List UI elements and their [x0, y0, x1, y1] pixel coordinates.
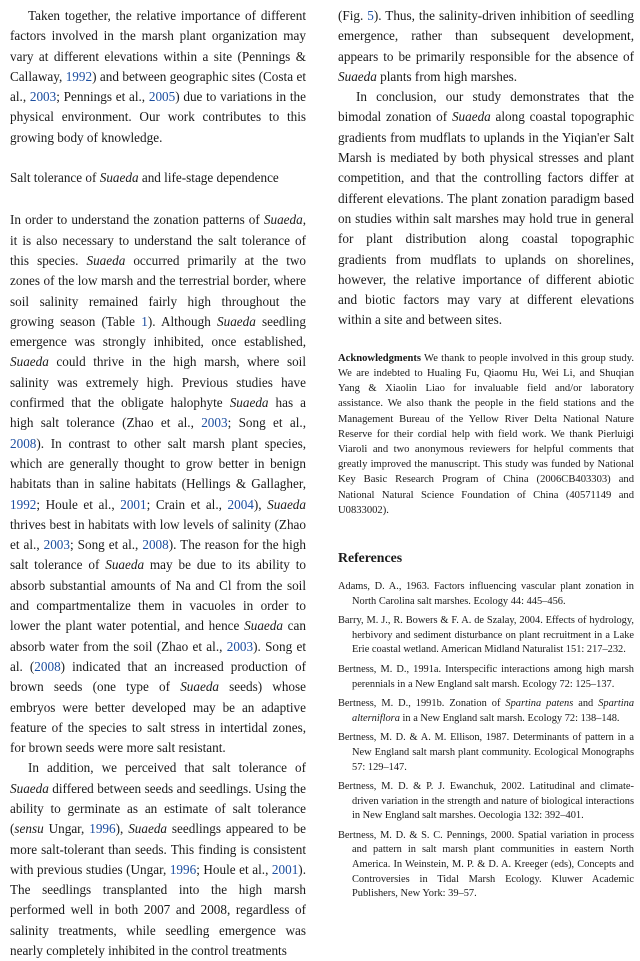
text-run: could thrive in the high marsh, where soil salinity was extremely high. Previous studies have confirmed that the obligate halophyte — [10, 354, 306, 411]
citation-link[interactable]: 1992 — [10, 496, 37, 512]
text-run: ) indicated that an increased production of brown seeds (one type of — [10, 658, 306, 695]
citation-link[interactable]: 1 — [141, 313, 148, 329]
text-run: differed between seeds and seedlings. Using the ability to germinate as an estimate of salt tolerance ( — [10, 780, 306, 837]
text-run: ; Pennings et al., — [56, 89, 149, 105]
text-run: In order to understand the zonation patterns of — [10, 212, 264, 228]
right-column — [338, 6, 634, 907]
citation-link[interactable]: 2003 — [226, 638, 254, 654]
reference-entry — [338, 780, 634, 824]
citation-link[interactable]: 2003 — [201, 415, 228, 431]
citation-link[interactable]: 1996 — [169, 861, 197, 877]
text-run: ). The seedlings transplanted into the high marsh performed well in both 2007 and 2008, regardless of salinity treatments, while seedling emergence was nearly completely inhibited in the control treatments — [10, 861, 306, 959]
text-run: In conclusion, our study demonstrates that the bimodal zonation of — [338, 89, 634, 125]
italic-term: Suaeda — [128, 821, 168, 837]
citation-link[interactable]: 2005 — [148, 89, 176, 105]
text-run: can absorb water from the soil (Zhao et al., — [10, 618, 306, 654]
text-run: seeds) whose embryos were better developed may be an adaptive feature of the species to salt stress in intertidal zones, for brown seeds were more salt resistant. — [10, 679, 306, 756]
text-run: ). Although — [147, 313, 218, 329]
text-run: seedling emergence was strongly inhibited, once established, — [10, 313, 306, 350]
text-run: Bertness, M. D., 1991b. Zonation of — [338, 698, 506, 710]
text-run: ), — [253, 496, 268, 512]
text-run: ; Houle et al., — [36, 496, 121, 512]
text-run: In addition, we perceived that salt tolerance of — [28, 760, 306, 776]
text-run: may be due to its ability to absorb substantial amounts of Na and Cl from the soil and compartmentalize them in vacuoles in order to lower the plant water potential, and hence — [10, 557, 306, 634]
text-run: Salt tolerance of — [10, 170, 100, 186]
italic-term: Suaeda — [451, 109, 491, 125]
reference-entry — [338, 663, 634, 692]
italic-term: Suaeda — [229, 395, 269, 411]
references-list — [338, 580, 634, 902]
text-run: ), — [115, 821, 129, 837]
text-run: Bertness, M. D. & A. M. Ellison, 1987. Determinants of pattern in a New England salt marsh plant community. Ecological Monographs 57: 129–147. — [338, 732, 634, 773]
text-run: ). In contrast to other salt marsh plant species, which are generally thought to grow better in benign habitats than in saline habitats (Hellings & Gallagher, — [10, 435, 306, 492]
text-run: ) due to variations in the physical environment. Our work contributes to this growing body of knowledge. — [10, 89, 306, 145]
citation-link[interactable]: 2003 — [29, 89, 57, 105]
italic-term: Spartina patens — [505, 698, 574, 710]
italic-term: Suaeda — [99, 170, 139, 186]
italic-term: Spartina alterniflora — [352, 698, 635, 724]
reference-entry — [338, 697, 634, 726]
text-run: Bertness, M. D. & S. C. Pennings, 2000. Spatial variation in process and pattern in salt marsh plant communities in eastern North America. In Weinstein, M. P. & D. A. Kreeger (eds), Concepts and Controversies in Tidal Marsh Ecology. Kluwer Academic Publishers, New York: 39–57. — [338, 829, 634, 900]
italic-term: Suaeda — [10, 780, 49, 796]
text-run: Adams, D. A., 1963. Factors influencing vascular plant zonation in North Carolina salt marshes. Ecology 44: 445–456. — [338, 580, 634, 607]
left-column — [10, 6, 306, 961]
body-paragraph — [10, 6, 306, 148]
citation-link[interactable]: 2008 — [34, 658, 61, 674]
conclusion-paragraph — [338, 87, 634, 331]
text-run: Taken together, the relative importance of different factors involved in the marsh plant organization may vary at different elevations within a site (Pennings & Callaway, — [10, 8, 306, 84]
italic-term: Suaeda — [217, 313, 256, 329]
text-run: along coastal topographic gradients from mudflats to uplands in the Yiqian'er Salt Marsh is mediated by both physical stresses and plant competition, and that the controlling factors differ at different elevations. The plant zonation paradigm based on studies within salt marshes may hold true in general for plant distribution along coastal topographic gradients from mudflats to uplands on shorelines, however, the relative importance of different abiotic and biotic factors may vary at different elevations within a site and between sites. — [338, 109, 634, 328]
section-heading — [10, 168, 306, 188]
acknowledgments-text: We thank to people involved in this group study. We are indebted to Hualing Fu, Qiaomu Hu, Wei Li, and Shuqian Yang & Xiaolin Liao for invaluable field and/or laboratory assistance. We also thank the people in the field stations and the Management Bureau of the Yellow River Delta National Nature Reserve for their cordial help with field work. We thank Pierluigi Viaroli and two anonymous reviewers for helpful comments that greatly improved the manuscript. This study was funded by National Key Basic Research Program of China (2006CB403303) and National Natural Science Foundation of China (40571149 and U0833002). — [338, 352, 634, 516]
text-run: ). The reason for the high salt tolerance of — [10, 537, 306, 573]
italic-term: sensu — [14, 821, 44, 837]
text-run: (Fig. — [338, 8, 368, 23]
text-run: thrives best in habitats with low levels of salinity (Zhao et al., — [10, 516, 306, 553]
text-run: seedlings appeared to be more salt-tolerant than seeds. This finding is consistent with previous studies (Ungar, — [10, 821, 306, 877]
text-run: and — [573, 698, 599, 710]
reference-entry — [338, 731, 634, 775]
text-run: plants from high marshes. — [376, 68, 518, 84]
italic-term: Suaeda — [86, 252, 126, 268]
references-title: References — [338, 549, 403, 565]
citation-link[interactable]: 2008 — [10, 435, 37, 451]
text-run: ). Thus, the salinity-driven inhibition of seedling emergence, rather than subsequent development, appears to be primarily responsible for the absence of — [338, 8, 634, 64]
italic-term: Suaeda — [244, 618, 283, 634]
citation-link[interactable]: 2004 — [227, 496, 254, 512]
text-run: in a New England salt marsh. Ecology 72: 138–148. — [399, 712, 620, 724]
text-run: ; Song et al., — [227, 415, 306, 431]
text-run: , it is also necessary to understand the salt tolerance of this species. — [10, 212, 306, 268]
text-run: ; Houle et al., — [196, 861, 272, 877]
citation-link[interactable]: 1992 — [65, 68, 93, 84]
body-paragraph — [10, 758, 306, 961]
body-paragraph — [10, 210, 306, 758]
citation-link[interactable]: 2008 — [142, 537, 169, 553]
italic-term: Suaeda — [105, 557, 145, 573]
text-run: and life-stage dependence — [138, 170, 279, 186]
text-run: Barry, M. J., R. Bowers & F. A. de Szalay, 2004. Effects of hydrology, herbivory and sediment disturbance on plant recruitment in a Lake Erie coastal wetland. American Midland Naturalist 151: 217–232. — [338, 615, 634, 656]
text-run: ; Crain et al., — [146, 496, 228, 512]
acknowledgments-label: Acknowledgments — [338, 352, 421, 364]
reference-entry — [338, 580, 634, 609]
text-run: has a high salt tolerance (Zhao et al., — [10, 395, 306, 431]
text-run: Bertness, M. D. & P. J. Ewanchuk, 2002. Latitudinal and climate-driven variation in the strength and nature of biological interactions in New England salt marshes. Oecologia 132: 392–401. — [338, 781, 634, 822]
text-run: ; Song et al., — [69, 537, 143, 553]
text-run: ) and between geographic sites (Costa et al., — [10, 68, 307, 105]
reference-entry — [338, 614, 634, 658]
italic-term: Suaeda — [263, 212, 303, 228]
reference-entry — [338, 829, 634, 902]
italic-term: Suaeda — [10, 354, 49, 370]
citation-link[interactable]: 5 — [367, 8, 374, 23]
citation-link[interactable]: 2003 — [43, 537, 70, 553]
citation-link[interactable]: 2001 — [271, 861, 299, 877]
text-run: occurred primarily at the two zones of the low marsh and the terrestrial border, where soil salinity remained fairly high throughout the growing season (Table — [10, 252, 306, 329]
italic-term: Suaeda — [338, 68, 377, 84]
text-run: ). Song et al. ( — [10, 638, 307, 674]
text-run: Bertness, M. D., 1991a. Interspecific interactions among high marsh perennials in a New England salt marsh. Ecology 72: 125–137. — [338, 663, 634, 690]
body-paragraph — [338, 6, 634, 87]
italic-term: Suaeda — [267, 496, 306, 512]
acknowledgments — [338, 351, 634, 518]
citation-link[interactable]: 2001 — [120, 496, 147, 512]
italic-term: Suaeda — [180, 679, 220, 695]
citation-link[interactable]: 1996 — [89, 821, 116, 837]
text-run: Ungar, — [43, 821, 90, 837]
